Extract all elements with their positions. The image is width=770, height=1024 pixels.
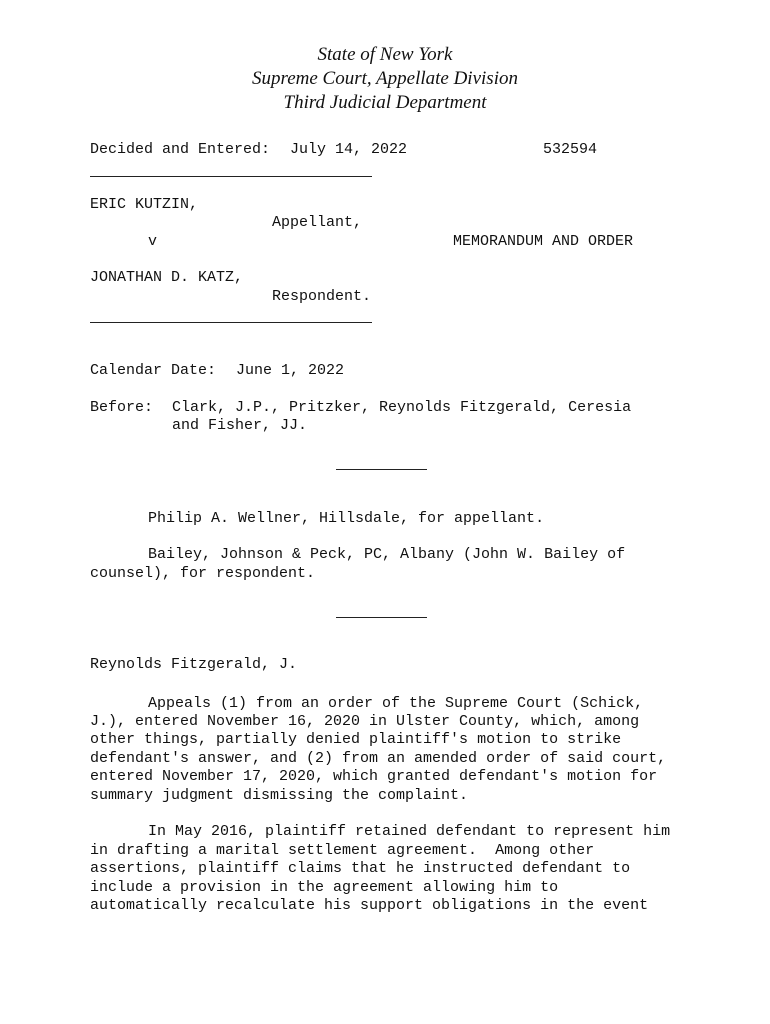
court-state: State of New York (317, 44, 453, 65)
paragraph-line: in drafting a marital settlement agreement. Among other (90, 842, 595, 859)
caption-top-rule (90, 176, 372, 177)
section-divider-2 (336, 617, 427, 618)
docket-number: 532594 (543, 141, 598, 158)
section-divider-1 (336, 469, 427, 470)
paragraph-line: summary judgment dismissing the complaint. (90, 787, 469, 804)
paragraph-line: defendant's answer, and (2) from an amended order of said court, (90, 750, 667, 767)
opinion-author: Reynolds Fitzgerald, J. (90, 656, 298, 673)
paragraph-line: assertions, plaintiff claims that he instructed defendant to (90, 860, 631, 877)
court-name: Supreme Court, Appellate Division (252, 68, 518, 89)
paragraph-line: Appeals (1) from an order of the Supreme Court (Schick, (148, 695, 644, 712)
versus: v (148, 233, 158, 250)
paragraph-line: automatically recalculate his support obligations in the event (90, 897, 649, 914)
decided-date: July 14, 2022 (290, 141, 408, 158)
caption-bottom-rule (90, 322, 372, 323)
decided-label: Decided and Entered: (90, 141, 271, 158)
respondent-role: Respondent. (272, 288, 372, 305)
calendar-date: June 1, 2022 (236, 362, 345, 379)
paragraph-line: other things, partially denied plaintiff's motion to strike (90, 731, 622, 748)
appellant-name: ERIC KUTZIN, (90, 196, 199, 213)
respondent-counsel-line1: Bailey, Johnson & Peck, PC, Albany (John W. Bailey of (148, 546, 626, 563)
respondent-name: JONATHAN D. KATZ, (90, 269, 244, 286)
appellant-counsel: Philip A. Wellner, Hillsdale, for appellant. (148, 510, 545, 527)
court-department: Third Judicial Department (283, 92, 487, 113)
paragraph-line: entered November 17, 2020, which granted defendant's motion for (90, 768, 658, 785)
before-judges-line1: Clark, J.P., Pritzker, Reynolds Fitzgerald, Ceresia (172, 399, 632, 416)
appellant-role: Appellant, (272, 214, 363, 231)
before-judges-line2: and Fisher, JJ. (172, 417, 308, 434)
paragraph-line: In May 2016, plaintiff retained defendant to represent him (148, 823, 671, 840)
calendar-label: Calendar Date: (90, 362, 217, 379)
respondent-counsel-line2: counsel), for respondent. (90, 565, 316, 582)
paragraph-line: J.), entered November 16, 2020 in Ulster County, which, among (90, 713, 640, 730)
before-label: Before: (90, 399, 154, 416)
order-type: MEMORANDUM AND ORDER (453, 233, 634, 250)
paragraph-line: include a provision in the agreement allowing him to (90, 879, 559, 896)
